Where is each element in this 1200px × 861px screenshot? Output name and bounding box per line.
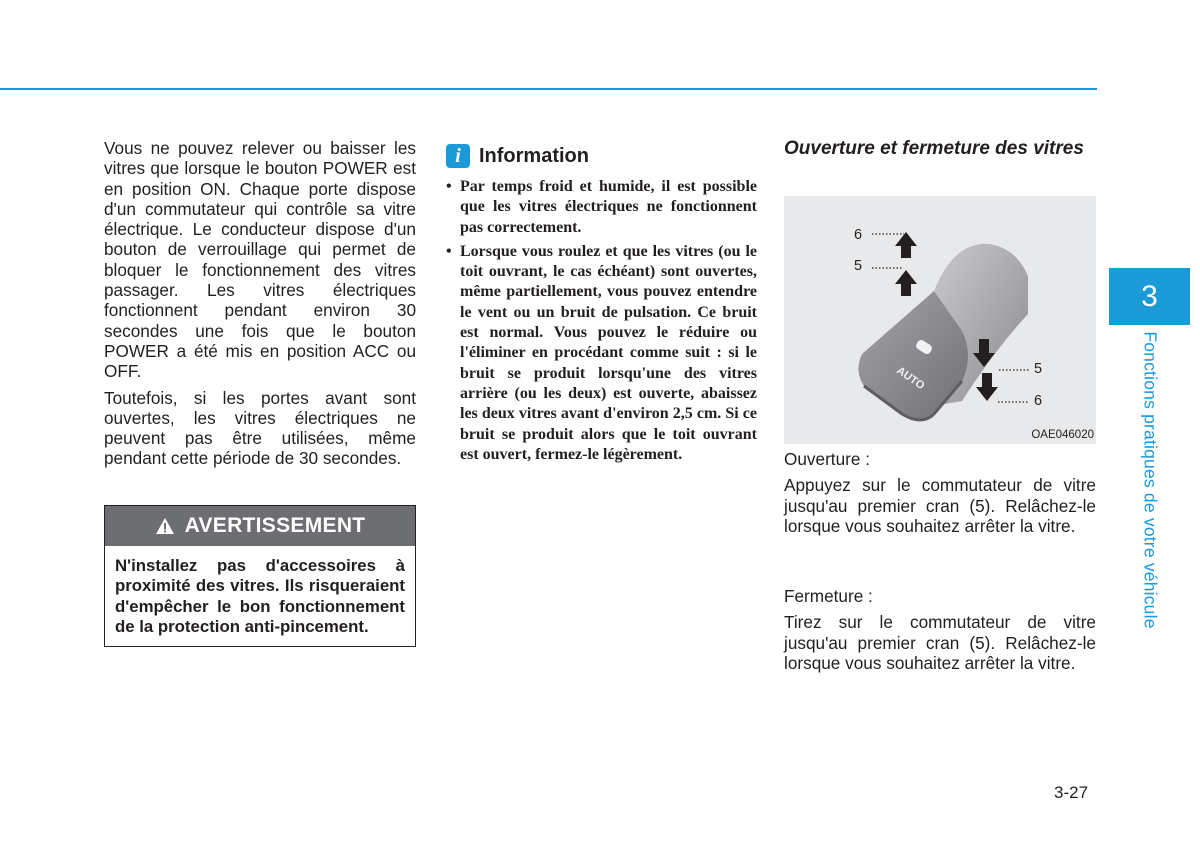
callout-down-6: 6 — [1034, 393, 1043, 409]
warning-title: AVERTISSEMENT — [184, 514, 366, 537]
pull-arrow-5 — [895, 270, 917, 296]
auto-label: AUTO — [894, 364, 927, 393]
callout-down-5: 5 — [1034, 361, 1043, 377]
warning-box — [104, 505, 416, 647]
information-box — [446, 143, 757, 469]
chapter-title-side — [1140, 332, 1160, 628]
chapter-title: Fonctions pratiques de votre véhicule — [1140, 331, 1161, 629]
warning-header — [105, 506, 415, 546]
chapter-number-tab: 3 — [1109, 268, 1190, 325]
window-switch-illustration — [784, 196, 1096, 444]
push-arrow-6 — [976, 373, 998, 401]
header-rule — [0, 88, 1097, 90]
opening-text: Appuyez sur le commutateur de vitre jusqu'au premier cran (5). Relâchez-le lorsque vous souhaitez arrêter la vitre. — [784, 475, 1096, 536]
information-item: • Par temps froid et humide, il est possible que les vitres électriques ne fonctionnent pas correctement. — [446, 177, 757, 238]
figure-code: OAE046020 — [1031, 429, 1094, 441]
information-header — [446, 143, 757, 169]
information-item: • Lorsque vous roulez et que les vitres (ou le toit ouvrant, le cas échéant) sont ouvertes, même partiellement, vous pouvez entendre le vent ou un bruit de pulsation. Ce bruit est normal. Vous pouvez le réduire ou l'éliminer en procédant comme suit : si le bruit se produit lorsqu'une des vitres arrière (ou les deux) est ouverte, abaissez les deux vitres avant d'environ 2,5 cm. Si ce bruit se produit alors que le toit ouvrant est ouvert, fermez-le légèrement. — [446, 242, 757, 465]
doors-paragraph: Toutefois, si les portes avant sont ouvertes, les vitres électriques ne peuvent pas être utilisées, même pendant cette période de 30 secondes. — [104, 387, 416, 469]
warning-triangle-icon — [155, 517, 175, 535]
warning-text: N'installez pas d'accessoires à proximité des vitres. Ils risqueraient d'empêcher le bon fonctionnement de la protection anti-pincement. — [115, 556, 405, 636]
closing-label: Fermeture : — [784, 586, 873, 606]
callout-up-5: 5 — [854, 258, 863, 274]
pull-arrows — [895, 232, 917, 296]
intro-paragraph: Vous ne pouvez relever ou baisser les vitres que lorsque le bouton POWER est en position ON. Chaque porte dispose d'un commutateur qui contrôle sa vitre électrique. Le conducteur dispose d'un bouton de verrouillage qui permet de bloquer le fonctionnement des vitres passager. Les vitres électriques fonctionnent pendant environ 30 secondes une fois que le bouton POWER a été mis en position ACC ou OFF. — [104, 138, 416, 382]
page-number: 3-27 — [1054, 783, 1089, 802]
closing-section — [784, 586, 1096, 673]
section-title: Ouverture et fermeture des vitres — [784, 138, 1084, 159]
callout-up-6: 6 — [854, 227, 863, 243]
information-list — [446, 177, 757, 465]
right-column-header — [784, 138, 1096, 160]
opening-section — [784, 449, 1096, 536]
info-icon: i — [446, 144, 470, 168]
information-title: Information — [479, 144, 589, 167]
window-switch-figure — [784, 196, 1096, 444]
opening-label: Ouverture : — [784, 449, 870, 469]
left-column — [104, 138, 416, 469]
closing-text: Tirez sur le commutateur de vitre jusqu'au premier cran (5). Relâchez-le lorsque vous souhaitez arrêter la vitre. — [784, 612, 1096, 673]
pull-arrow-6 — [895, 232, 917, 258]
